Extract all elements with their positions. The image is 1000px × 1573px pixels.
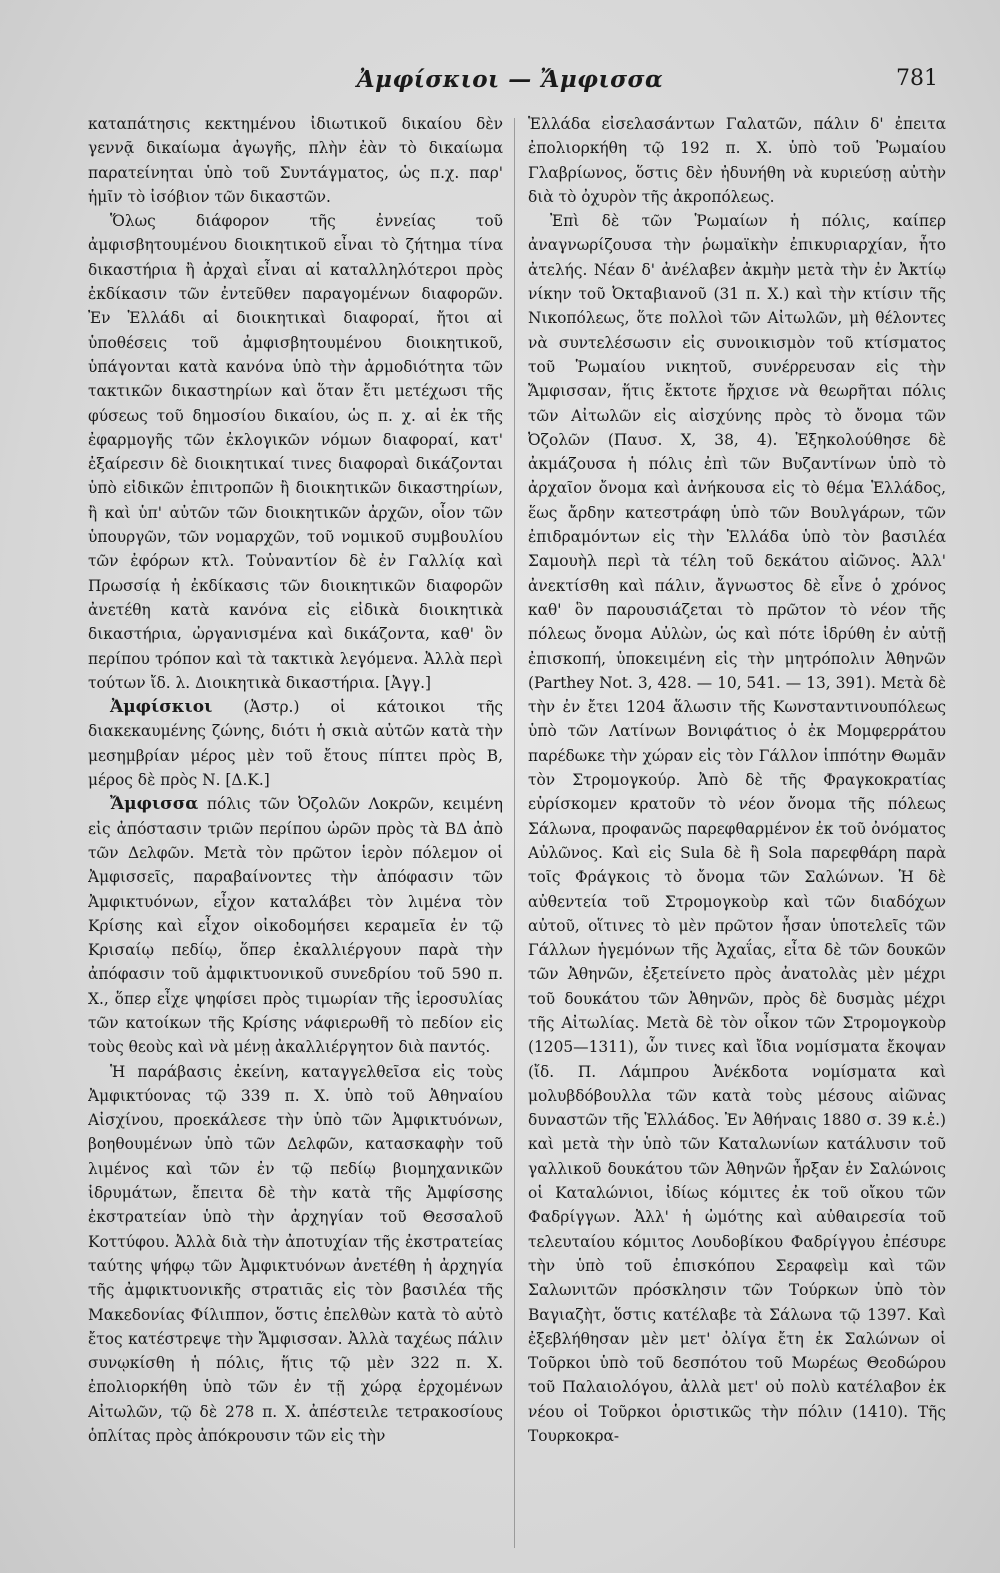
- paragraph: Ἡ παράβασις ἐκείνη, καταγγελθεῖσα εἰς τοὺς Ἀμφικτύονας τῷ 339 π. Χ. ὑπὸ τοῦ Ἀθηναίου Αἰσχίνου, προεκάλεσε τὴν ὑπὸ τῶν Ἀμφικτυόνων, βοηθουμένων ὑπὸ τῶν Δελφῶν, κατασκαφὴν τοῦ λιμένος καὶ τῶν ἐν τῷ πεδίῳ βιομηχανικῶν ἱδρυμάτων, ἔπειτα δὲ τὴν κατὰ τῆς Ἀμφίσσης ἐκστρατείαν ὑπὸ τὴν ἀρχηγίαν τοῦ Θεσσαλοῦ Κοττύφου. Ἀλλὰ διὰ τὴν ἀποτυχίαν τῆς ἐκστρατείας ταύτης ψήφῳ τῶν Ἀμφικτυόνων ἀνετέθη ἡ ἀρχηγία τῆς ἀμφικτυονικῆς στρατιᾶς εἰς τὸν βασιλέα τῆς Μακεδονίας Φίλιππον, ὅστις ἐπελθὼν κατὰ τὸ αὐτὸ ἔτος κατέστρεψε τὴν Ἄμφισσαν. Ἀλλὰ ταχέως πάλιν συνῳκίσθη ἡ πόλις, ἥτις τῷ μὲν 322 π. Χ. ἐπολιορκήθη ὑπὸ τῶν ἐν τῇ χώρᾳ ἐρχομένων Αἰτωλῶν, τῷ δὲ 278 π. Χ. ἀπέστειλε τετρακοσίους ὁπλίτας πρὸς ἀπόκρουσιν τῶν εἰς τὴν: [88, 1062, 503, 1446]
- paragraph: Ἑλλάδα εἰσελασάντων Γαλατῶν, πάλιν δ' ἐπειτα ἐπολιορκήθη τῷ 192 π. Χ. ὑπὸ τοῦ Ῥωμαίου Γλαβρίωνος, ὅστις δὲν ἠδυνήθη νὰ κυριεύσῃ αὐτὴν διὰ τὸ ὀχυρὸν τῆς ἀκροπόλεως.: [528, 115, 946, 206]
- entry-body: πόλις τῶν Ὀζολῶν Λοκρῶν, κειμένη εἰς ἀπόστασιν τριῶν περίπου ὡρῶν πρὸς τὰ ΒΔ ἀπὸ τῶν Δελφῶν. Μετὰ τὸν πρῶτον ἱερὸν πόλεμον οἱ Ἀμφισσεῖς, παραβαίνοντες τὴν ἀπόφασιν τῶν Ἀμφικτυόνων, εἶχον καταλάβει τὸν λιμένα τὸν Κρίσης καὶ εἶχον οἰκοδομήσει κεραμεῖα ἐν τῷ Κρισαίῳ πεδίῳ, ὅπερ ἐκαλλιέργουν παρὰ τὴν ἀπόφασιν τοῦ ἀμφικτυονικοῦ συνεδρίου τοῦ 590 π. Χ., ὅπερ εἶχε ψηφίσει πρὸς τιμωρίαν τῆς ἱεροσυλίας τῶν κατοίκων τῆς Κρίσης νάφιερωθῆ τὸ πεδίον εἰς τοὺς θεοὺς καὶ νὰ μένῃ ἀκαλλιέργητον διὰ παντός.: [88, 795, 503, 1057]
- running-head: Ἀμφίσκιοι — Ἄμφισσα: [356, 66, 664, 93]
- left-column: [88, 112, 503, 1552]
- page-number: 781: [896, 66, 938, 91]
- page-header: [0, 66, 1000, 106]
- paragraph: Ὅλως διάφορον τῆς ἐννείας τοῦ ἀμφισβητουμένου διοικητικοῦ εἶναι τὸ ζήτημα τίνα δικαστήρια ἢ ἀρχαὶ εἶναι αἱ καταλληλότεροι πρὸς ἐκδίκασιν τῶν ἐντεῦθεν παραγομένων διαφορῶν. Ἐν Ἑλλάδι αἱ διοικητικαὶ διαφοραί, ἤτοι αἱ ὑποθέσεις τοῦ ἀμφισβητουμένου διοικητικοῦ, ὑπάγονται κατὰ κανόνα ὑπὸ τὴν ἁρμοδιότητα τῶν τακτικῶν δικαστηρίων καὶ ὅταν ἔτι μετέχωσι τῆς φύσεως τοῦ δημοσίου δικαίου, ὡς π. χ. αἱ ἐκ τῆς ἐφαρμογῆς τῶν ἐκλογικῶν νόμων διαφοραί, κατ' ἐξαίρεσιν δὲ διοικητικαί τινες διαφοραὶ δικάζονται ὑπὸ εἰδικῶν ἐπιτροπῶν ἢ διοικητικῶν δικαστηρίων, ἢ καὶ ὑπ' αὐτῶν τῶν διοικητικῶν ἀρχῶν, οἷον τῶν ὑπουργῶν, τῶν νομαρχῶν, τοῦ νομικοῦ συμβουλίου τῶν ἐφόρων κτλ. Τοὐναντίον δὲ ἐν Γαλλίᾳ καὶ Πρωσσίᾳ ἡ ἐκδίκασις τῶν διοικητικῶν διαφορῶν ἀνετέθη κατὰ κανόνα εἰς εἰδικὰ διοικητικὰ δικαστήρια, ὠργανισμένα καὶ δικάζοντα, καθ' ὃν περίπου τρόπον καὶ τὰ τακτικὰ λεγόμενα. Ἀλλὰ περὶ τούτων ἴδ. λ. Διοικητικὰ δικαστήρια. [Ἀγγ.]: [88, 212, 503, 692]
- entry-amfissa: [88, 792, 503, 1059]
- right-column: [528, 112, 946, 1552]
- paragraph: Ἐπὶ δὲ τῶν Ῥωμαίων ἡ πόλις, καίπερ ἀναγνωρίζουσα τὴν ῥωμαϊκὴν ἐπικυριαρχίαν, ἦτο ἀτελής. Νέαν δ' ἀνέλαβεν ἀκμὴν μετὰ τὴν ἐν Ἀκτίῳ νίκην τοῦ Ὀκταβιανοῦ (31 π. Χ.) καὶ τὴν κτίσιν τῆς Νικοπόλεως, ὅτε πολλοὶ τῶν Αἰτωλῶν, μὴ θέλοντες νὰ συντελέσωσιν εἰς συνοικισμὸν τοῦ κτίσματος τοῦ Ῥωμαίου νικητοῦ, συνέρρευσαν εἰς τὴν Ἄμφισσαν, ἥτις ἔκτοτε ἤρχισε νὰ θεωρῆται πόλις τῶν Αἰτωλῶν εἰς αἰσχύνης πρὸς τὸ ὄνομα τῶν Ὀζολῶν (Παυσ. Χ, 38, 4). Ἐξηκολούθησε δὲ ἀκμάζουσα ἡ πόλις ἐπὶ τῶν Βυζαντίνων ὑπὸ τὸ ἀρχαῖον ὄνομα καὶ ἀνήκουσα εἰς τὸ θέμα Ἑλλάδος, ἕως ἄρδην κατεστράφη ὑπὸ τῶν Βουλγάρων, τῶν ἐπιδραμόντων εἰς τὴν Ἑλλάδα ὑπὸ τὸν βασιλέα Σαμουὴλ περὶ τὰ τέλη τοῦ δεκάτου αἰῶνος. Ἀλλ' ἀνεκτίσθη καὶ πάλιν, ἄγνωστος δὲ εἶνε ὁ χρόνος καθ' ὃν παρουσιάζεται τὸ πρῶτον τὸ νέον τῆς πόλεως ὄνομα Αὐλὼν, ὡς καὶ πότε ἱδρύθη ἐν αὐτῇ ἐπισκοπή, ὑποκειμένη εἰς τὴν μητρόπολιν Ἀθηνῶν (Parthey Not. 3, 428. — 10, 541. — 13, 391). Μετὰ δὲ τὴν ἐν ἔτει 1204 ἅλωσιν τῆς Κωνσταντινουπόλεως ὑπὸ τῶν Λατίνων Βονιφάτιος ὁ ἐκ Μομφερράτου παρέδωκε τὴν χώραν εἰς τὸν Γάλλον ἱππότην Θωμᾶν τὸν Στρομογκούρ. Ἀπὸ δὲ τῆς Φραγκοκρατίας εὑρίσκομεν κρατοῦν τὸ νέον ὄνομα τῆς πόλεως Σάλωνα, προφανῶς παρεφθαρμένον ἐκ τοῦ ὀνόματος Αὐλῶνος. Καὶ εἰς Sula δὲ ἢ Sola παρεφθάρη παρὰ τοῖς Φράγκοις τὸ ὄνομα τῶν Σαλώνων. Ἡ δὲ αὐθεντεία τοῦ Στρομογκοὺρ καὶ τῶν διαδόχων αὐτοῦ, οἵτινες τὸ μὲν πρῶτον ἦσαν ὑποτελεῖς τῶν Γάλλων ἡγεμόνων τῆς Ἀχαΐας, εἶτα δὲ τῶν δουκῶν τῶν Ἀθηνῶν, ἐξετείνετο πρὸς ἀνατολὰς μὲν μέχρι τοῦ δουκάτου τῶν Ἀθηνῶν, πρὸς δὲ δυσμὰς μέχρι τῆς Αἰτωλίας. Μετὰ δὲ τὸν οἶκον τῶν Στρομογκοὺρ (1205—1311), ὧν τινες καὶ ἴδια νομίσματα ἔκοψαν (ἴδ. Π. Λάμπρου Ἀνέκδοτα νομίσματα καὶ μολυβδόβουλλα τῶν κατὰ τοὺς μέσους αἰῶνας δυναστῶν τῆς Ἑλλάδος. Ἐν Ἀθήναις 1880 σ. 39 κ.ἑ.) καὶ μετὰ τὴν ὑπὸ τῶν Καταλωνίων κατάλυσιν τοῦ γαλλικοῦ δουκάτου τῶν Ἀθηνῶν ἦρξαν ἐν Σαλώνοις οἱ Καταλώνιοι, ἰδίως κόμιτες ἐκ τοῦ οἴκου τῶν Φαδρίγγων. Ἀλλ' ἡ ὠμότης καὶ αὐθαιρεσία τοῦ τελευταίου κόμιτος Λουδοβίκου Φαδρίγγου ἐπέσυρε τὴν ὑπὸ τοῦ ἐπισκόπου Σεραφεὶμ καὶ τῶν Σαλωνιτῶν πρόσκλησιν τῶν Τούρκων ὑπὸ τὸν Βαγιαζὴτ, ὅστις κατέλαβε τὰ Σάλωνα τῷ 1397. Καὶ ἐξεβλήθησαν μὲν μετ' ὀλίγα ἔτη ἐκ Σαλώνων οἱ Τοῦρκοι ὑπὸ τοῦ δεσπότου τοῦ Μωρέως Θεοδώρου τοῦ Παλαιολόγου, ἀλλὰ μετ' οὐ πολὺ κατέλαβον ἐκ νέου οἱ Τοῦρκοι ὁριστικῶς τὴν πόλιν (1410). Τῆς Τουρκοκρα-: [528, 212, 946, 1446]
- entry-headword: Ἄμφισσα: [110, 794, 199, 815]
- entry-headword: Ἀμφίσκιοι: [110, 697, 213, 718]
- column-divider: [514, 118, 515, 1548]
- entry-body: (Ἀστρ.) οἱ κάτοικοι τῆς διακεκαυμένης ζώνης, διότι ἡ σκιὰ αὐτῶν κατὰ τὴν μεσημβρίαν μέρος μὲν τοῦ ἔτους πίπτει πρὸς Β, μέρος δὲ πρὸς Ν. [Δ.Κ.]: [88, 698, 503, 790]
- paragraph: καταπάτησις κεκτημένου ἰδιωτικοῦ δικαίου δὲν γεννᾷ δικαίωμα ἀγωγῆς, πλὴν ἐὰν τὸ δικαίωμα παρατείνηται ὑπὸ τοῦ Συντάγματος, ὡς π.χ. παρ' ἡμῖν τὸ ἰσόβιον τῶν δικαστῶν.: [88, 115, 503, 206]
- entry-amfiskioi: [88, 695, 503, 792]
